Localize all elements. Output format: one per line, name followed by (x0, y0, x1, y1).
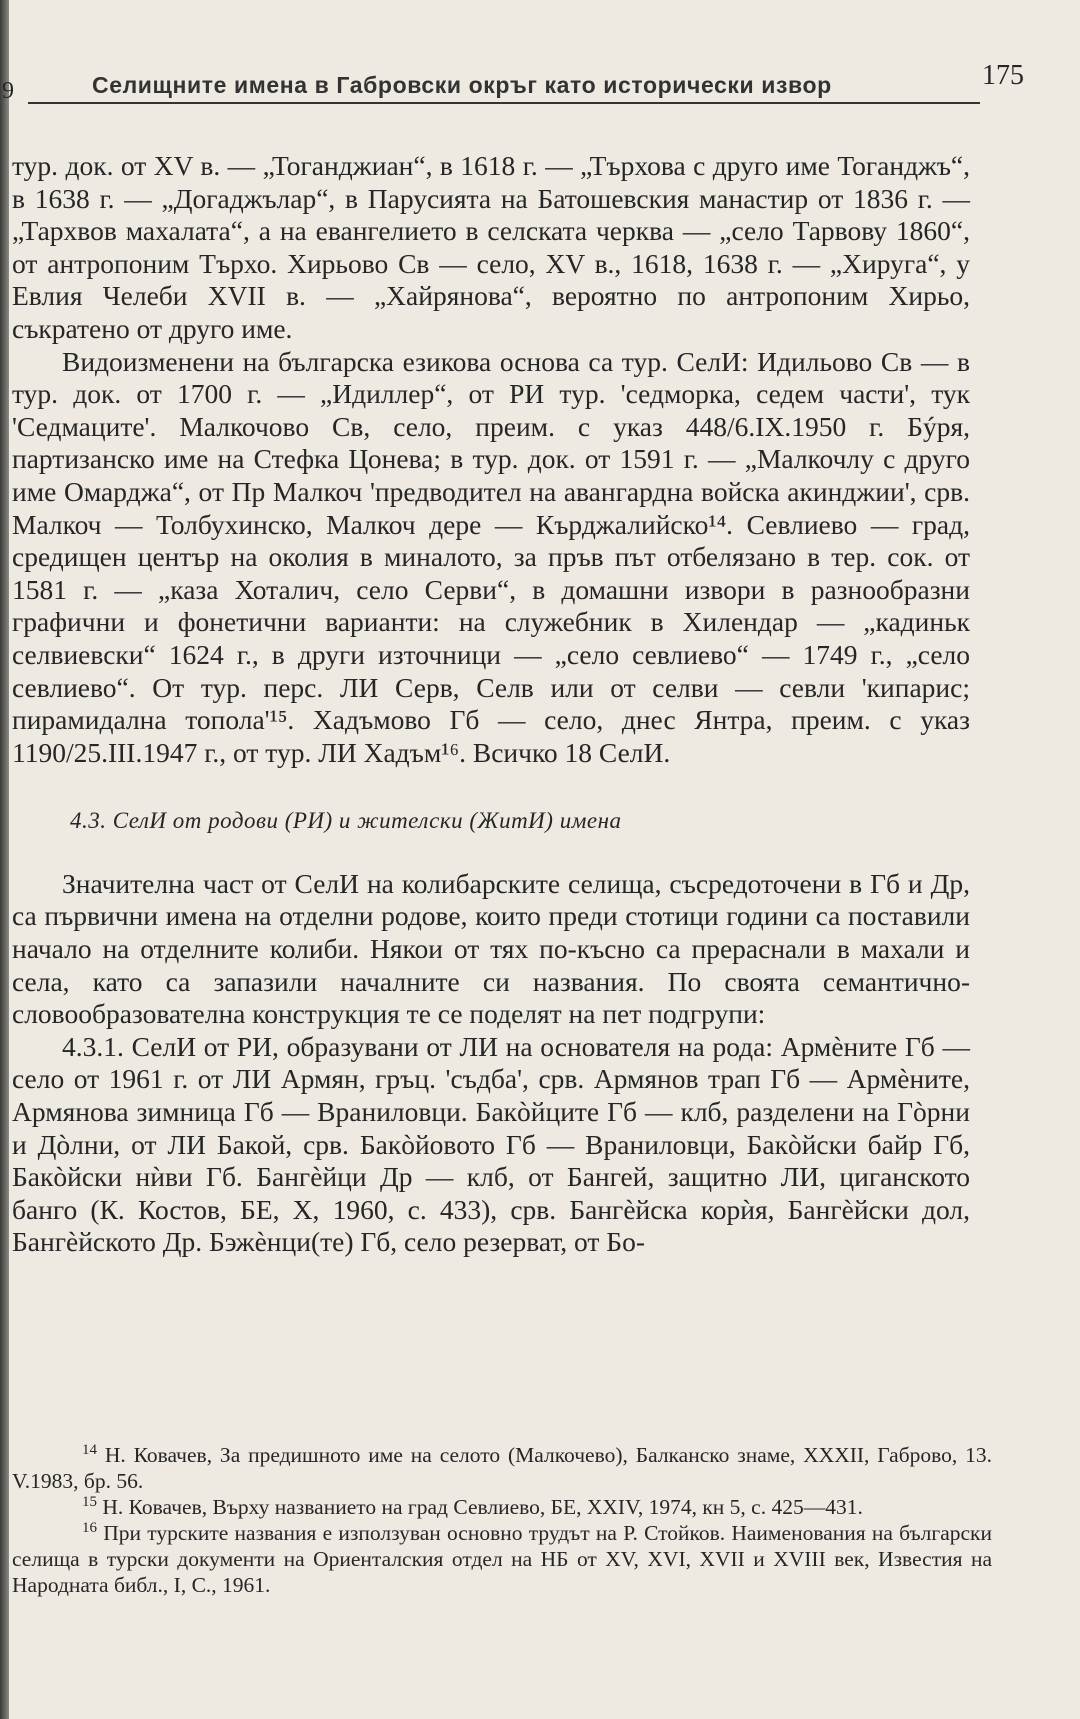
footnote-marker: 14 (82, 1441, 97, 1458)
footnote-text: Н. Ковачев, За предишното име на селото (Малкочево), Балканско знаме, XXXII, Габрово, 13. V.1983, бр. 56. (12, 1443, 992, 1493)
paragraph-modified-names: Видоизменени на българска езикова основа са тур. СелИ: Идильово Св — в тур. док. от 1700 г. — „Идиллер“, от РИ тур. 'седморка, седем части', тук 'Седмаците'. Малкочово Св, село, преим. с указ 448/6.IX.1950 г. Бýря, партизанско име на Стефка Цонева; в тур. док. от 1591 г. — „Малкочлу с друго име Омарджа“, от Пр Малкоч 'предводител на авангардна войска акинджии', срв. Малкоч — Толбухинско, Малкоч дере — Кърджалийско¹⁴. Севлиево — град, средищен център на околия в миналото, за пръв път отбелязано в тер. сок. от 1581 г. — „каза Хоталич, село Серви“, в домашни извори в разнообразни графични и фонетични варианти: на служебник в Хилендар — „кадиньк селвиевски“ 1624 г., в други източници — „село севлиево“ — 1749 г., „село севлиево“. От тур. перс. ЛИ Серв, Селв или от селви — севли 'кипарис; пирамидална топола'¹⁵. Хадъмово Гб — село, днес Янтра, преим. с указ 1190/25.III.1947 г., от тур. ЛИ Хадъм¹⁶. Всичко 18 СелИ. (12, 345, 970, 768)
running-title: Селищните имена в Габровски окръг като исторически извор (92, 72, 832, 98)
footnote-14 (12, 1442, 992, 1494)
page-gutter-shadow (0, 0, 9, 1719)
footnote-marker: 15 (82, 1493, 97, 1510)
paragraph-subsection-4-3-1: 4.3.1. СелИ от РИ, образувани от ЛИ на основателя на рода: Армèните Гб — село от 1961 г. от ЛИ Армян, гръц. 'съдба', срв. Армянов трап Гб — Армèните, Армянова зимница Гб — Враниловци. Бакòйците Гб — клб, разделени на Гòрни и Дòлни, от ЛИ Бакой, срв. Бакòйовото Гб — Враниловци, Бакòйски байр Гб, Бакòйски нѝви Гб. Бангèйци Др — клб, от Бангей, защитно ЛИ, циганското банго (К. Костов, БЕ, X, 1960, с. 433), срв. Бангèйска корѝя, Бангèйски дол, Бангèйското Др. Бэжèнци(те) Гб, село резерват, от Бо- (12, 1030, 970, 1258)
footnote-text: При турските названия е използуван основно трудът на Р. Стойков. Наименования на български селища в турски документи на Ориенталския отдел на НБ от XV, XVI, XVII и XVIII век, Известия на Народната библ., I, С., 1961. (12, 1521, 992, 1597)
footnote-text: Н. Ковачев, Върху названието на град Севлиево, БЕ, XXIV, 1974, кн 5, с. 425—431. (102, 1495, 863, 1519)
paragraph-continued: тур. док. от XV в. — „Тоганджиан“, в 1618 г. — „Търхова с друго име Тоганджъ“, в 1638 г. — „Догаджълар“, в Парусията на Батошевския манастир от 1836 г. — „Тархвов махалата“, а на евангелието в селската черква — „село Тарвову 1860“, от антропоним Търхо. Хирьово Св — село, XV в., 1618, 1638 г. — „Хируга“, у Евлия Челеби XVII в. — „Хайрянова“, вероятно по антропоним Хирьо, съкратено от друго име. (12, 150, 970, 344)
paragraph-settlement-names-intro: Значителна част от СелИ на колибарските селища, съсредоточени в Гб и Др, са първични имена на отделни родове, които преди стотици години са поставили начало на отделните колиби. Някои от тях по-късно са прераснали в махали и села, като са запазили началните си названия. По своята семантично-словообразователна конструкция те се поделят на пет подгрупи: (12, 867, 970, 1030)
running-header (2, 58, 1024, 104)
footnotes (12, 1442, 992, 1598)
footnote-marker: 16 (82, 1519, 97, 1536)
section-heading-4-3: 4.3. СелИ от родови (РИ) и жителски (ЖитИ) имена (70, 808, 622, 834)
footnote-15 (12, 1494, 992, 1520)
footnote-16 (12, 1520, 992, 1598)
facing-page-number-fragment: 9 (2, 78, 14, 104)
main-text (12, 150, 970, 1259)
page-number: 175 (982, 60, 1024, 91)
